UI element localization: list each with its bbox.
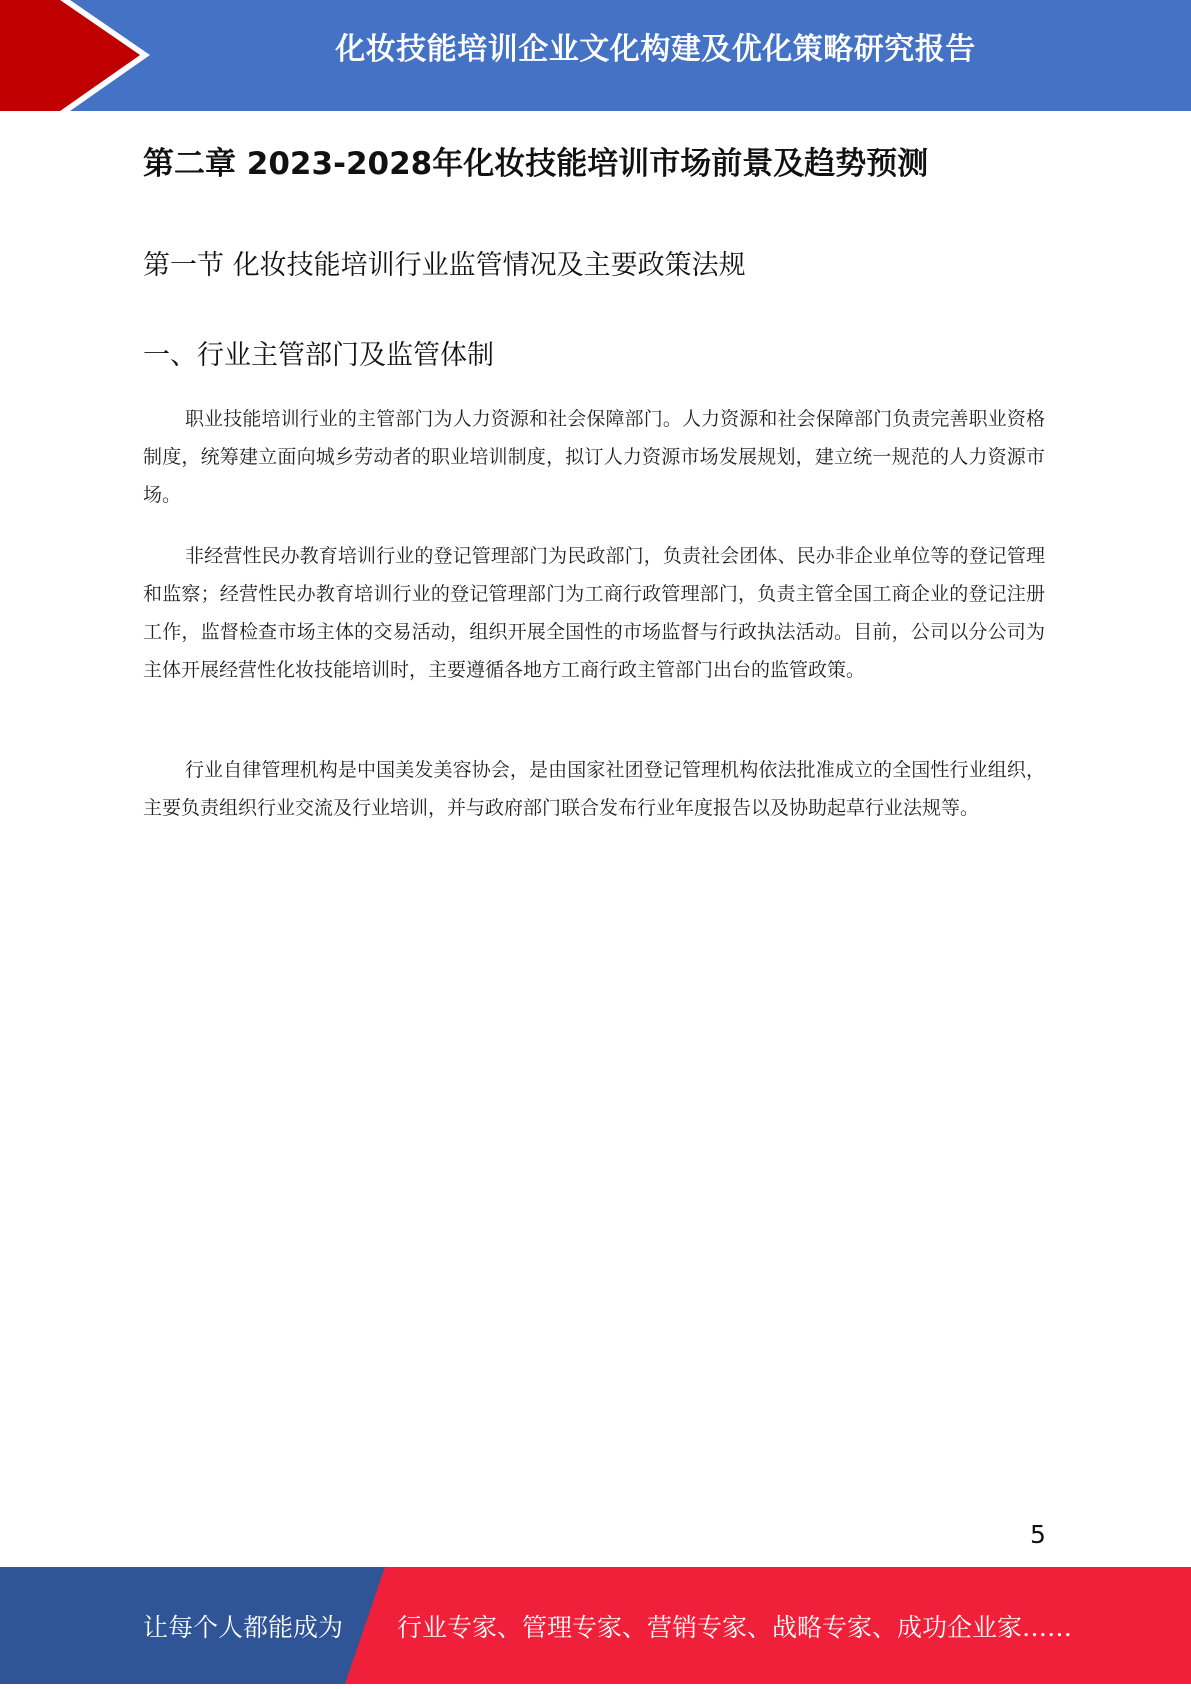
footer-banner: [0, 1567, 1191, 1684]
body-paragraph: 非经营性民办教育培训行业的登记管理部门为民政部门，负责社会团体、民办非企业单位等的登记管理和监察；经营性民办教育培训行业的登记管理部门为工商行政管理部门，负责主管全国工商企业的登记注册工作，监督检查市场主体的交易活动，组织开展全国性的市场监督与行政执法活动。目前，公司以分公司为主体开展经营性化妆技能培训时，主要遵循各地方工商行政主管部门出台的监管政策。: [143, 545, 1045, 681]
header-arrow-decoration: [0, 0, 160, 111]
footer-slogan-right: 行业专家、管理专家、营销专家、战略专家、成功企业家……: [397, 1613, 1073, 1642]
subsection-title: 一、行业主管部门及监管体制: [143, 340, 494, 371]
header-banner: [0, 0, 1191, 111]
section-title: 第一节 化妆技能培训行业监管情况及主要政策法规: [143, 250, 746, 281]
body-paragraph: 职业技能培训行业的主管部门为人力资源和社会保障部门。人力资源和社会保障部门负责完善职业资格制度，统筹建立面向城乡劳动者的职业培训制度，拟订人力资源市场发展规划，建立统一规范的人力资源市场。: [143, 408, 1045, 506]
body-paragraph: 行业自律管理机构是中国美发美容协会，是由国家社团登记管理机构依法批准成立的全国性行业组织，主要负责组织行业交流及行业培训，并与政府部门联合发布行业年度报告以及协助起草行业法规等。: [143, 759, 1045, 819]
page-number: 5: [1030, 1520, 1046, 1549]
footer-slogan-left: 让每个人都能成为: [143, 1613, 344, 1642]
header-title: 化妆技能培训企业文化构建及优化策略研究报告: [335, 32, 976, 67]
chapter-title: 第二章 2023-2028年化妆技能培训市场前景及趋势预测: [143, 146, 929, 182]
